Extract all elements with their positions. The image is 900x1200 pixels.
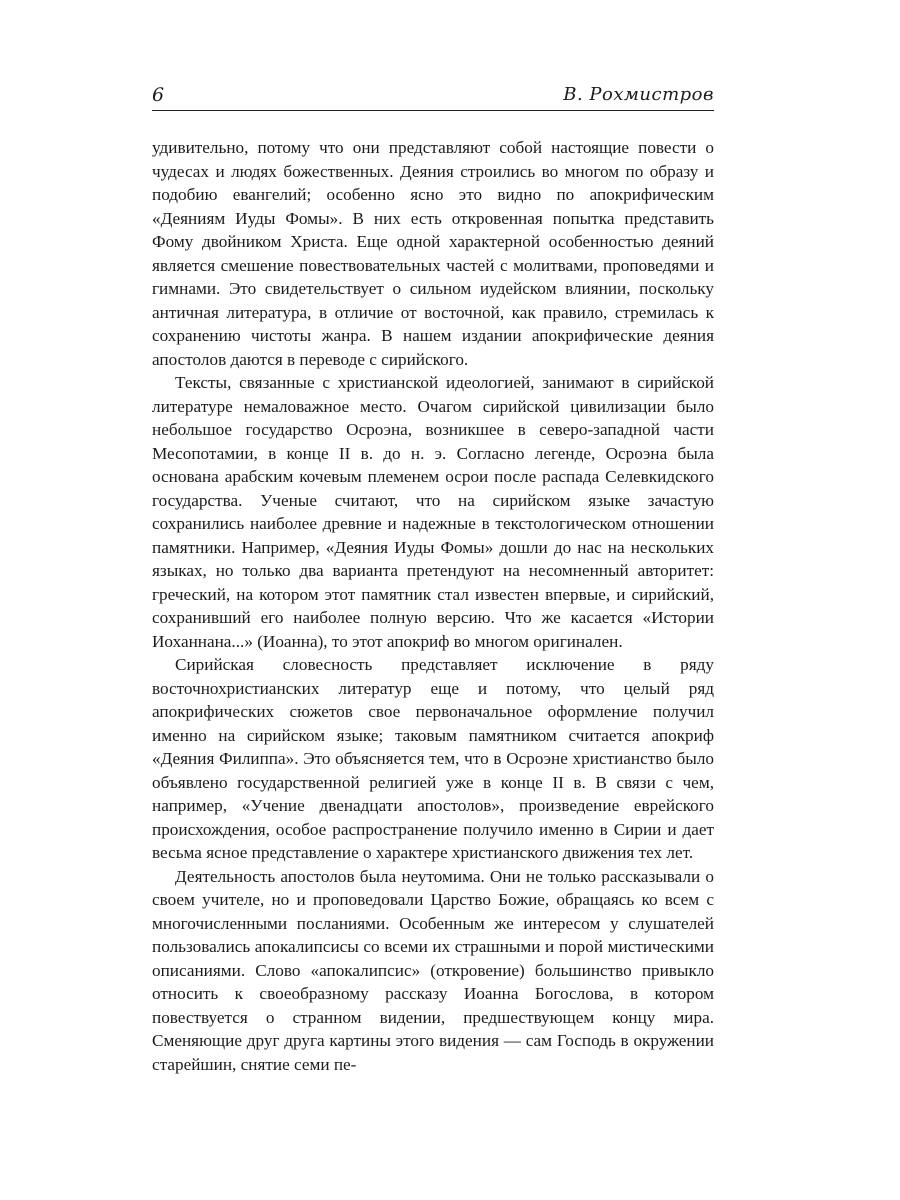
paragraph: Тексты, связанные с христианской идеологией, занимают в сирийской литературе немаловажное место. Очагом сирийской цивилизации было небольшое государство Осроэна, возникшее в северо-западной части Месопотамии, в конце II в. до н. э. Согласно легенде, Осроэна была основана арабским кочевым племенем осрои после распада Селевкидского государства. Ученые считают, что на сирийском языке зачастую сохранились наиболее древние и надежные в текстологическом отношении памятники. Например, «Деяния Иуды Фомы» дошли до нас на нескольких языках, но только два варианта претендуют на несомненный авторитет: греческий, на котором этот памятник стал известен впервые, и сирийский, сохранивший его наиболее полную версию. Что же касается «Истории Иоханнана...» (Иоанна), то этот апокриф во многом оригинален. bbox=[152, 373, 714, 651]
running-head-author: В. Рохмистров bbox=[563, 84, 714, 105]
paragraph: Деятельность апостолов была неутомима. Они не только рассказывали о своем учителе, но и проповедовали Царство Божие, обращаясь ко всем с многочисленными посланиями. Особенным же интересом у слушателей пользовались апокалипсисы со всеми их страшными и порой мистическими описаниями. Слово «апокалипсис» (откровение) большинство привыкло относить к своеобразному рассказу Иоанна Богослова, в котором повествуется о странном видении, предшествующем концу мира. Сменяющие друг друга картины этого видения — сам Господь в окружении старейшин, снятие семи пе- bbox=[152, 866, 714, 1074]
paragraph: Сирийская словесность представляет исключение в ряду восточнохристианских литератур еще и потому, что целый ряд апокрифических сюжетов свое первоначальное оформление получил именно на сирийском языке; таковым памятником считается апокриф «Деяния Филиппа». Это объясняется тем, что в Осроэне христианство было объявлено государственной религией уже в конце II в. В связи с чем, например, «Учение двенадцати апостолов», произведение еврейского происхождения, особое распространение получило именно в Сирии и дает весьма ясное представление о характере христианского движения тех лет. bbox=[152, 655, 714, 862]
page-header bbox=[152, 82, 714, 111]
body-text bbox=[152, 136, 714, 1076]
book-page bbox=[152, 82, 714, 1076]
page-number: 6 bbox=[152, 84, 165, 106]
paragraph: удивительно, потому что они представляют собой настоящие повести о чудесах и людях божественных. Деяния строились во многом по образу и подобию евангелий; особенно ясно это видно по апокрифическим «Деяниям Иуды Фомы». В них есть откровенная попытка представить Фому двойником Христа. Еще одной характерной особенностью деяний является смешение повествовательных частей с молитвами, проповедями и гимнами. Это свидетельствует о сильном иудейском влиянии, поскольку античная литература, в отличие от восточной, как правило, стремилась к сохранению чистоты жанра. В нашем издании апокрифические деяния апостолов даются в переводе с сирийского. bbox=[152, 138, 714, 369]
